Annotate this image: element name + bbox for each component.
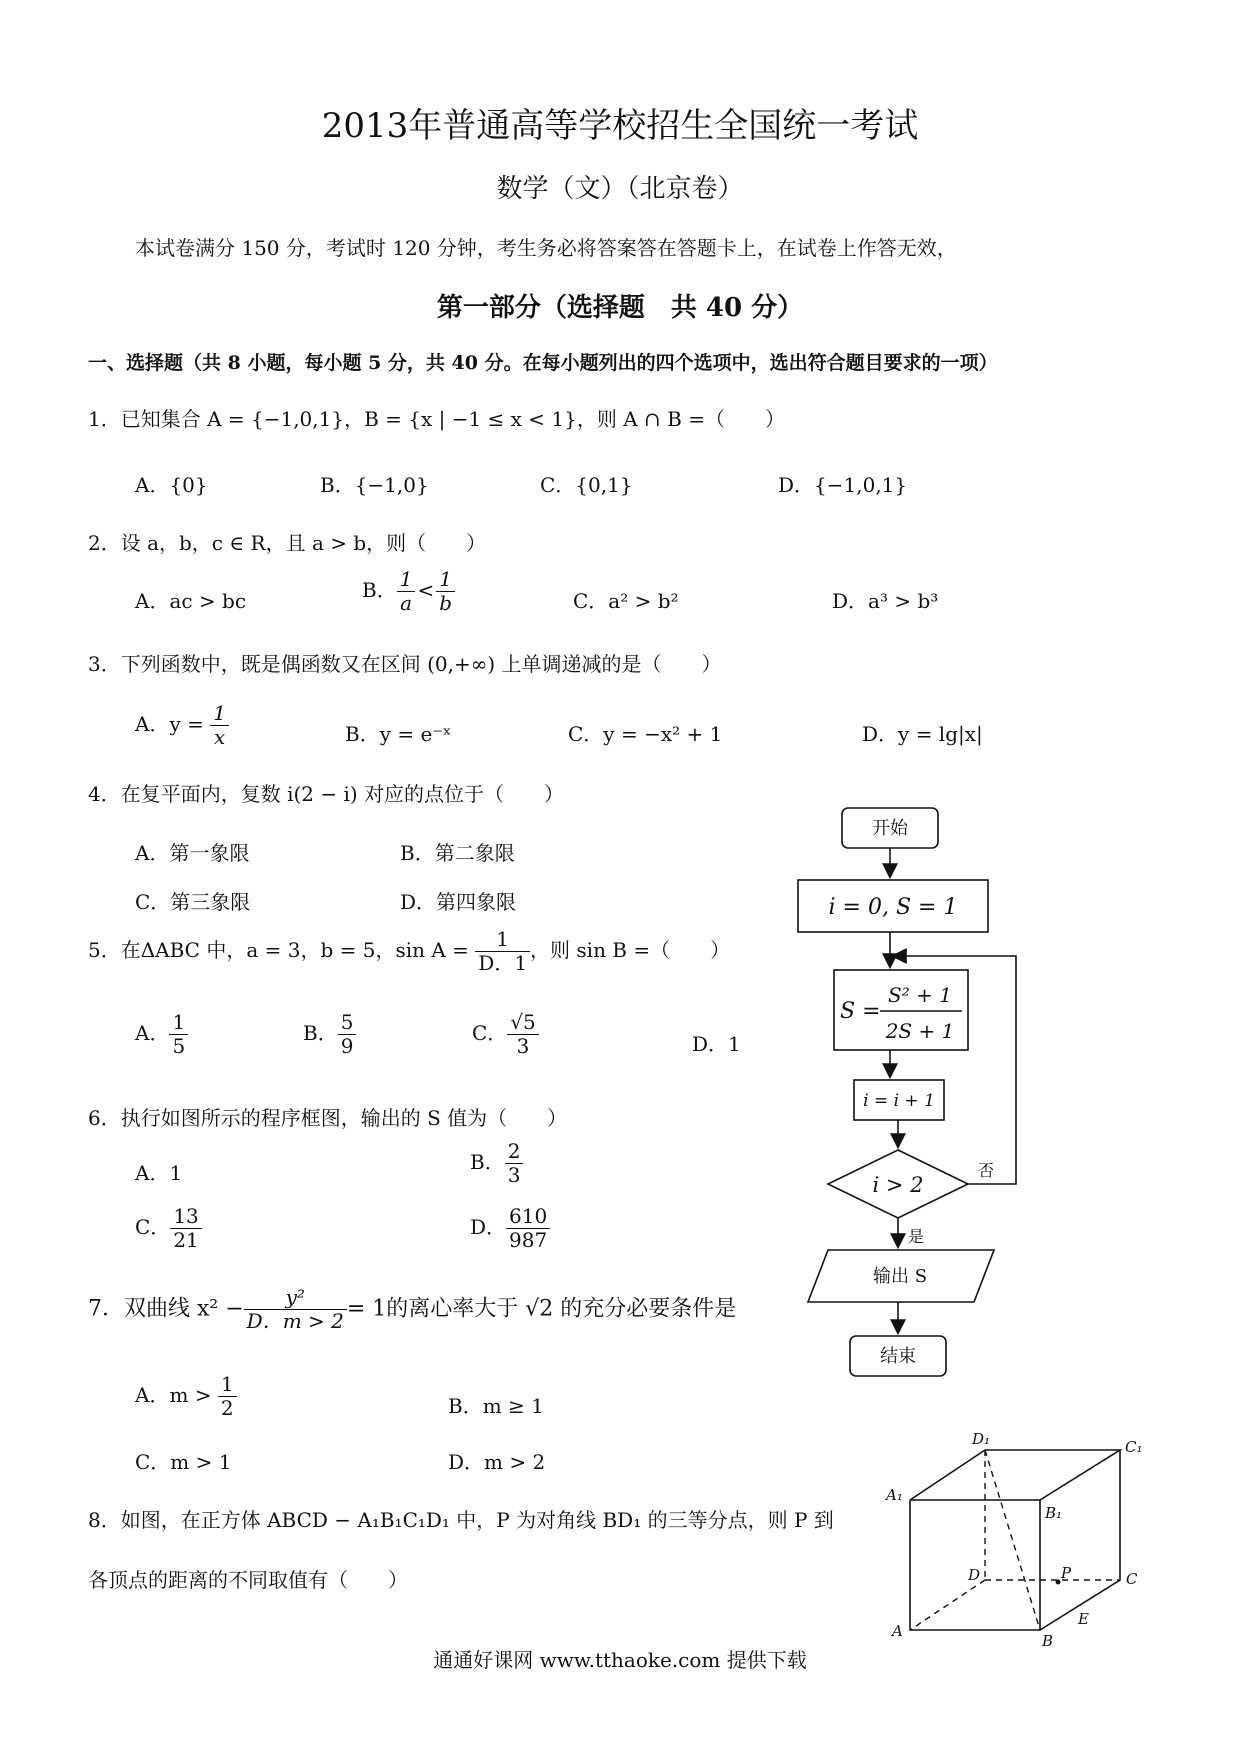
q5-suffix: ，则 sin B =（ ） bbox=[530, 938, 731, 962]
q5-b-frac bbox=[338, 1011, 357, 1058]
question-5 bbox=[88, 928, 730, 975]
q2-option-a: A．ac > bc bbox=[135, 589, 247, 613]
q5-option-a bbox=[135, 1011, 188, 1058]
page-title: 2013年普通高等学校招生全国统一考试 bbox=[321, 106, 919, 146]
cube-diagram bbox=[880, 1430, 1143, 1650]
q7-option-c: C．m > 1 bbox=[135, 1450, 232, 1474]
q5-a-frac bbox=[169, 1011, 188, 1058]
q5-a-num: 1 bbox=[169, 1011, 188, 1035]
q5-a-den: 5 bbox=[172, 1034, 186, 1058]
q7-prefix: 7．双曲线 x² − bbox=[88, 1296, 244, 1322]
q5-option-b bbox=[303, 1011, 356, 1058]
flow-no-label: 否 bbox=[978, 1161, 995, 1180]
q3-option-b: B．y = e⁻ˣ bbox=[345, 722, 452, 746]
q6-d-den: 987 bbox=[509, 1228, 548, 1252]
q6-c-num: 13 bbox=[170, 1205, 201, 1229]
q3-a-num: 1 bbox=[210, 702, 229, 726]
q3-a-prefix: A．y = bbox=[135, 712, 204, 736]
cube-label-c1: C₁ bbox=[1125, 1438, 1143, 1456]
q7-frac bbox=[244, 1286, 347, 1333]
q5-c-prefix: C． bbox=[472, 1021, 508, 1045]
q5-prefix: 5．在ΔABC 中，a = 3，b = 5，sin A = bbox=[88, 938, 469, 962]
question-1: 1．已知集合 A = {−1,0,1}，B = {x | −1 ≤ x < 1}，则 A ∩ B =（ ） bbox=[88, 407, 785, 431]
q6-d-num: 610 bbox=[506, 1205, 550, 1229]
q5-den: D．1 bbox=[478, 951, 528, 975]
q6-option-a: A．1 bbox=[135, 1161, 183, 1185]
section-heading: 一、选择题（共 8 小题，每小题 5 分，共 40 分。在每小题列出的四个选项中，选出符合题目要求的一项） bbox=[88, 352, 998, 374]
q7-num: y² bbox=[244, 1286, 347, 1310]
cube-label-b1: B₁ bbox=[1045, 1504, 1063, 1522]
q5-frac bbox=[475, 928, 530, 975]
flow-init-label: i = 0, S = 1 bbox=[828, 895, 958, 920]
q5-b-den: 9 bbox=[340, 1034, 354, 1058]
q6-option-b bbox=[470, 1140, 523, 1187]
q5-num: 1 bbox=[475, 928, 530, 952]
q6-option-d bbox=[470, 1205, 550, 1252]
cube-top-face bbox=[910, 1450, 1120, 1500]
q1-option-a: A．{0} bbox=[135, 473, 208, 497]
q2-b-frac2 bbox=[436, 568, 455, 615]
q4-option-d: D．第四象限 bbox=[400, 890, 517, 914]
q5-option-d: D．1 bbox=[692, 1032, 741, 1056]
q6-d-frac bbox=[506, 1205, 550, 1252]
q7-a-frac bbox=[218, 1373, 237, 1420]
page-subtitle: 数学（文）（北京卷） bbox=[496, 174, 744, 204]
q5-c-frac bbox=[507, 1011, 538, 1058]
flow-assign-num: S² + 1 bbox=[888, 983, 952, 1007]
cube-diagonal-bd1 bbox=[985, 1450, 1040, 1630]
cube-label-p: P bbox=[1061, 1564, 1072, 1582]
q5-option-c bbox=[472, 1011, 539, 1058]
q7-a-num: 1 bbox=[218, 1373, 237, 1397]
q5-a-prefix: A． bbox=[135, 1021, 170, 1045]
q2-b-prefix: B． bbox=[362, 578, 397, 602]
q3-a-frac bbox=[210, 702, 229, 749]
q7-suffix: = 1的离心率大于 √2 的充分必要条件是 bbox=[346, 1296, 737, 1322]
q1-option-b: B．{−1,0} bbox=[320, 473, 429, 497]
q2-b-num2: 1 bbox=[436, 568, 455, 592]
flow-condition-label: i > 2 bbox=[872, 1173, 924, 1197]
cube-label-a: A bbox=[892, 1622, 903, 1640]
cube-point-p bbox=[1056, 1580, 1061, 1585]
q6-b-num: 2 bbox=[505, 1140, 524, 1164]
flow-assign-lhs: S = bbox=[840, 999, 881, 1024]
exam-intro: 本试卷满分 150 分，考试时 120 分钟，考生务必将答案答在答题卡上，在试卷上作答无效， bbox=[135, 236, 957, 260]
q7-option-a bbox=[135, 1373, 237, 1420]
question-6: 6．执行如图所示的程序框图，输出的 S 值为（ ） bbox=[88, 1106, 568, 1130]
flow-assign-den: 2S + 1 bbox=[885, 1019, 955, 1043]
q1-option-c: C．{0,1} bbox=[540, 473, 633, 497]
q2-b-num1: 1 bbox=[397, 568, 416, 592]
cube-label-d: D bbox=[968, 1566, 981, 1584]
q5-c-num: √5 bbox=[507, 1011, 538, 1035]
q3-option-a bbox=[135, 702, 229, 749]
cube-right-face bbox=[1040, 1450, 1120, 1630]
q6-b-prefix: B． bbox=[470, 1150, 505, 1174]
q6-c-den: 21 bbox=[173, 1228, 199, 1252]
cube-front-face bbox=[910, 1500, 1040, 1630]
q7-option-b: B．m ≥ 1 bbox=[448, 1394, 544, 1418]
q7-option-d: D．m > 2 bbox=[448, 1450, 546, 1474]
program-flowchart bbox=[780, 800, 1040, 1400]
flow-end-label: 结束 bbox=[880, 1346, 916, 1367]
q6-c-prefix: C． bbox=[135, 1215, 171, 1239]
question-3: 3．下列函数中，既是偶函数又在区间 (0,+∞) 上单调递减的是（ ） bbox=[88, 652, 722, 676]
q2-b-den2: b bbox=[439, 591, 453, 615]
cube-label-c: C bbox=[1126, 1570, 1138, 1588]
q2-option-d: D．a³ > b³ bbox=[832, 589, 939, 613]
q3-option-c: C．y = −x² + 1 bbox=[568, 722, 723, 746]
q2-b-frac1 bbox=[397, 568, 416, 615]
q6-option-c bbox=[135, 1205, 202, 1252]
q2-b-den1: a bbox=[400, 591, 413, 615]
q5-c-den: 3 bbox=[516, 1034, 530, 1058]
q4-option-b: B．第二象限 bbox=[400, 841, 515, 865]
page-footer: 通通好课网 www.tthaoke.com 提供下载 bbox=[433, 1648, 807, 1672]
q1-option-d: D．{−1,0,1} bbox=[778, 473, 908, 497]
flow-start-label: 开始 bbox=[872, 818, 908, 839]
cube-label-d1: D₁ bbox=[972, 1430, 991, 1448]
q3-a-den: x bbox=[213, 725, 226, 749]
question-8-line-2: 各顶点的距离的不同取值有（ ） bbox=[88, 1568, 408, 1592]
q6-d-prefix: D． bbox=[470, 1215, 507, 1239]
q2-option-c: C．a² > b² bbox=[573, 589, 679, 613]
q6-c-frac bbox=[170, 1205, 201, 1252]
cube-label-a1: A₁ bbox=[886, 1486, 903, 1504]
q2-b-op: < bbox=[417, 578, 435, 602]
q4-option-a: A．第一象限 bbox=[135, 841, 250, 865]
question-2: 2．设 a，b，c ∈ R，且 a > b，则（ ） bbox=[88, 531, 487, 555]
question-4: 4．在复平面内，复数 i(2 − i) 对应的点位于（ ） bbox=[88, 782, 565, 806]
q6-b-frac bbox=[505, 1140, 524, 1187]
q5-b-prefix: B． bbox=[303, 1021, 338, 1045]
cube-label-b: B bbox=[1042, 1632, 1054, 1650]
question-7 bbox=[88, 1286, 736, 1333]
q2-option-b bbox=[362, 568, 455, 615]
flow-output-label: 输出 S bbox=[872, 1266, 928, 1287]
q6-b-den: 3 bbox=[507, 1163, 521, 1187]
q7-a-den: 2 bbox=[220, 1396, 234, 1420]
q4-option-c: C．第三象限 bbox=[135, 890, 251, 914]
q7-den: D．m > 2 bbox=[246, 1309, 344, 1333]
flow-increment-label: i = i + 1 bbox=[863, 1091, 935, 1111]
cube-label-e: E bbox=[1078, 1610, 1089, 1628]
part-title: 第一部分（选择题 共 40 分） bbox=[436, 293, 804, 323]
q5-b-num: 5 bbox=[338, 1011, 357, 1035]
question-8-line-1: 8．如图，在正方体 ABCD − A₁B₁C₁D₁ 中，P 为对角线 BD₁ 的三等分点，则 P 到 bbox=[88, 1508, 834, 1532]
q7-a-prefix: A．m > bbox=[135, 1383, 212, 1407]
q3-option-d: D．y = lg|x| bbox=[862, 722, 983, 746]
flow-yes-label: 是 bbox=[908, 1227, 925, 1246]
